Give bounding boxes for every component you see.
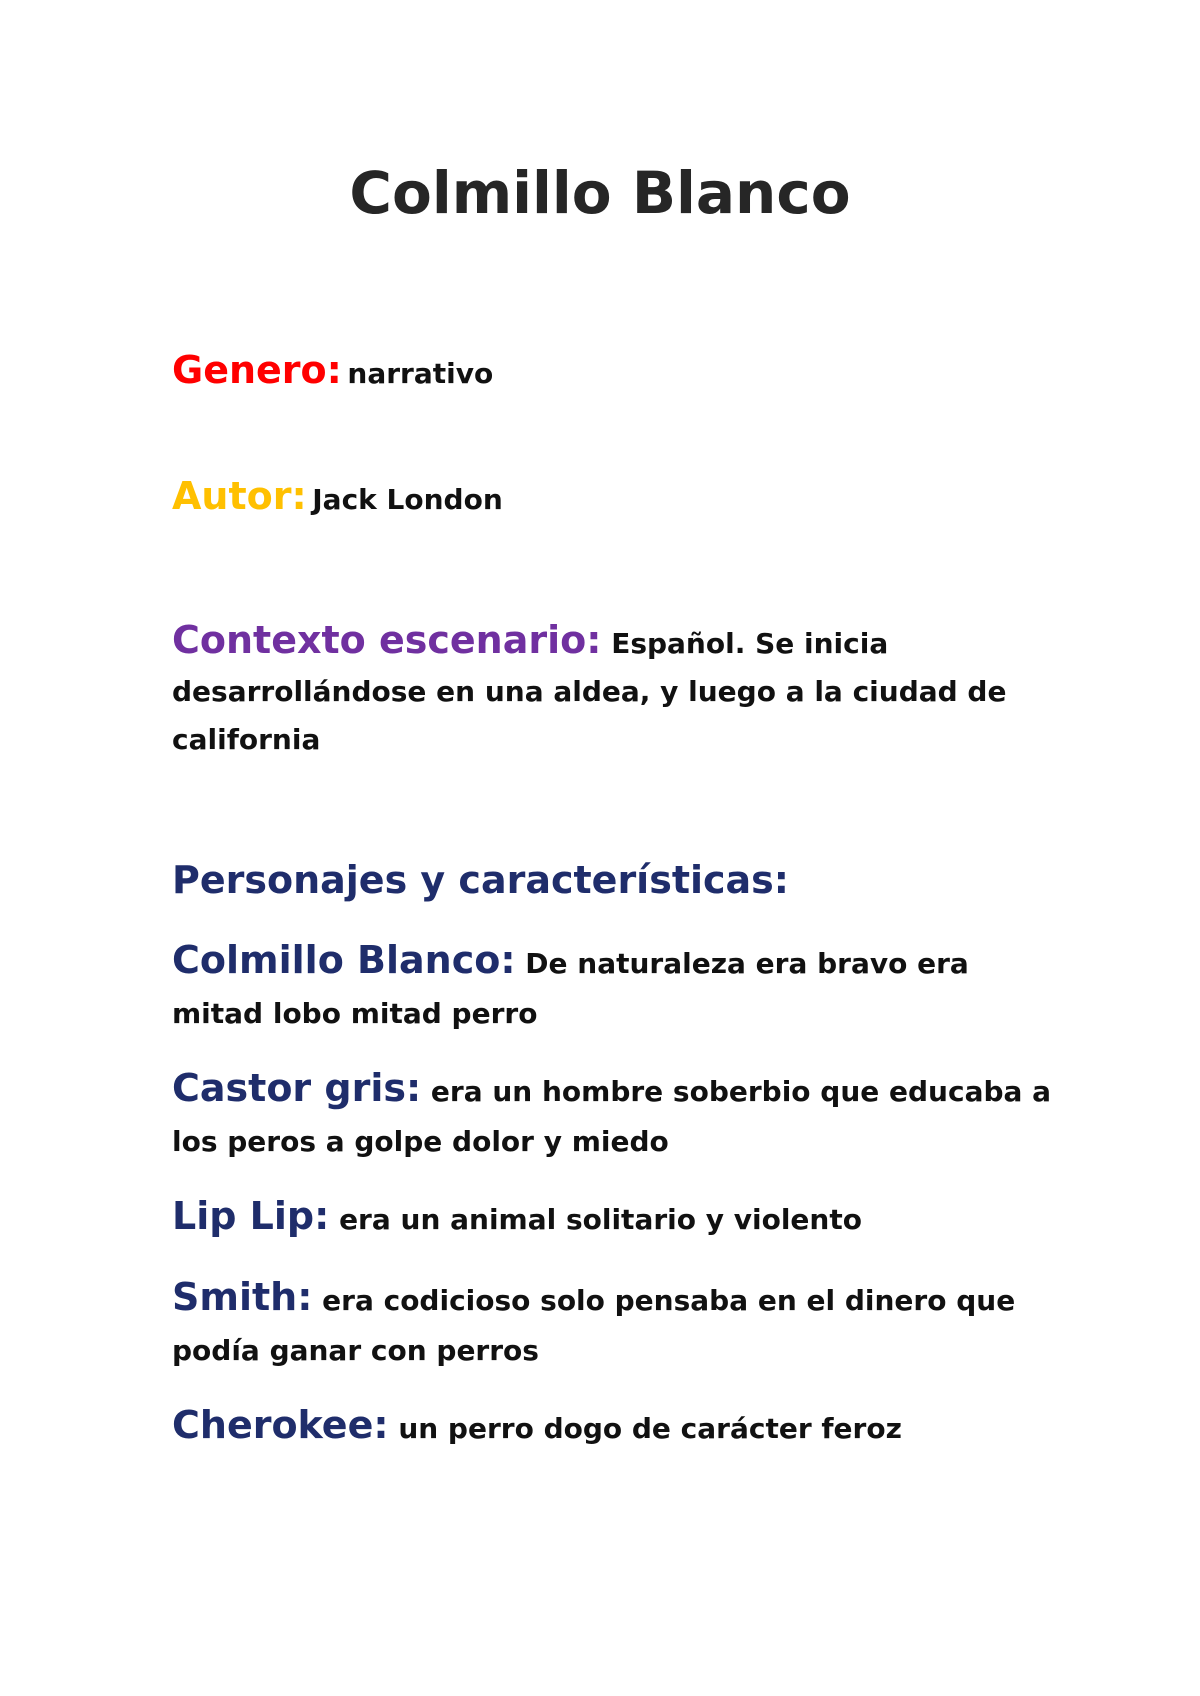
personaje-name: Cherokee: bbox=[172, 1403, 389, 1447]
personaje-item bbox=[172, 1063, 1052, 1167]
personaje-item bbox=[172, 1272, 1052, 1376]
contexto-label: Contexto escenario: bbox=[172, 618, 602, 662]
personaje-description: era codicioso solo pensaba en el dinero que podía ganar con perros bbox=[172, 1284, 1016, 1367]
contexto-field bbox=[172, 616, 1052, 764]
personaje-description: De naturaleza era bravo era mitad lobo mitad perro bbox=[172, 947, 969, 1030]
personaje-item bbox=[172, 1191, 1052, 1245]
personaje-name: Smith: bbox=[172, 1275, 313, 1319]
genero-field bbox=[172, 348, 1052, 400]
personaje-name: Colmillo Blanco: bbox=[172, 938, 516, 982]
genero-value: narrativo bbox=[347, 357, 494, 390]
autor-label: Autor: bbox=[172, 474, 307, 518]
document-title: Colmillo Blanco bbox=[349, 159, 851, 227]
personaje-name: Castor gris: bbox=[172, 1066, 422, 1110]
contexto-value: Español. Se inicia desarrollándose en una aldea, y luego a la ciudad de california bbox=[172, 627, 1007, 756]
personaje-item bbox=[172, 1400, 1052, 1454]
personaje-description: era un hombre soberbio que educaba a los peros a golpe dolor y miedo bbox=[172, 1075, 1052, 1158]
personaje-item bbox=[172, 935, 1052, 1039]
genero-label: Genero: bbox=[172, 348, 342, 392]
personaje-description: un perro dogo de carácter feroz bbox=[398, 1412, 902, 1445]
personajes-heading: Personajes y características: bbox=[172, 858, 789, 902]
personaje-name: Lip Lip: bbox=[172, 1194, 330, 1238]
autor-value: Jack London bbox=[312, 483, 503, 516]
personaje-description: era un animal solitario y violento bbox=[339, 1203, 862, 1236]
autor-field bbox=[172, 474, 1052, 526]
